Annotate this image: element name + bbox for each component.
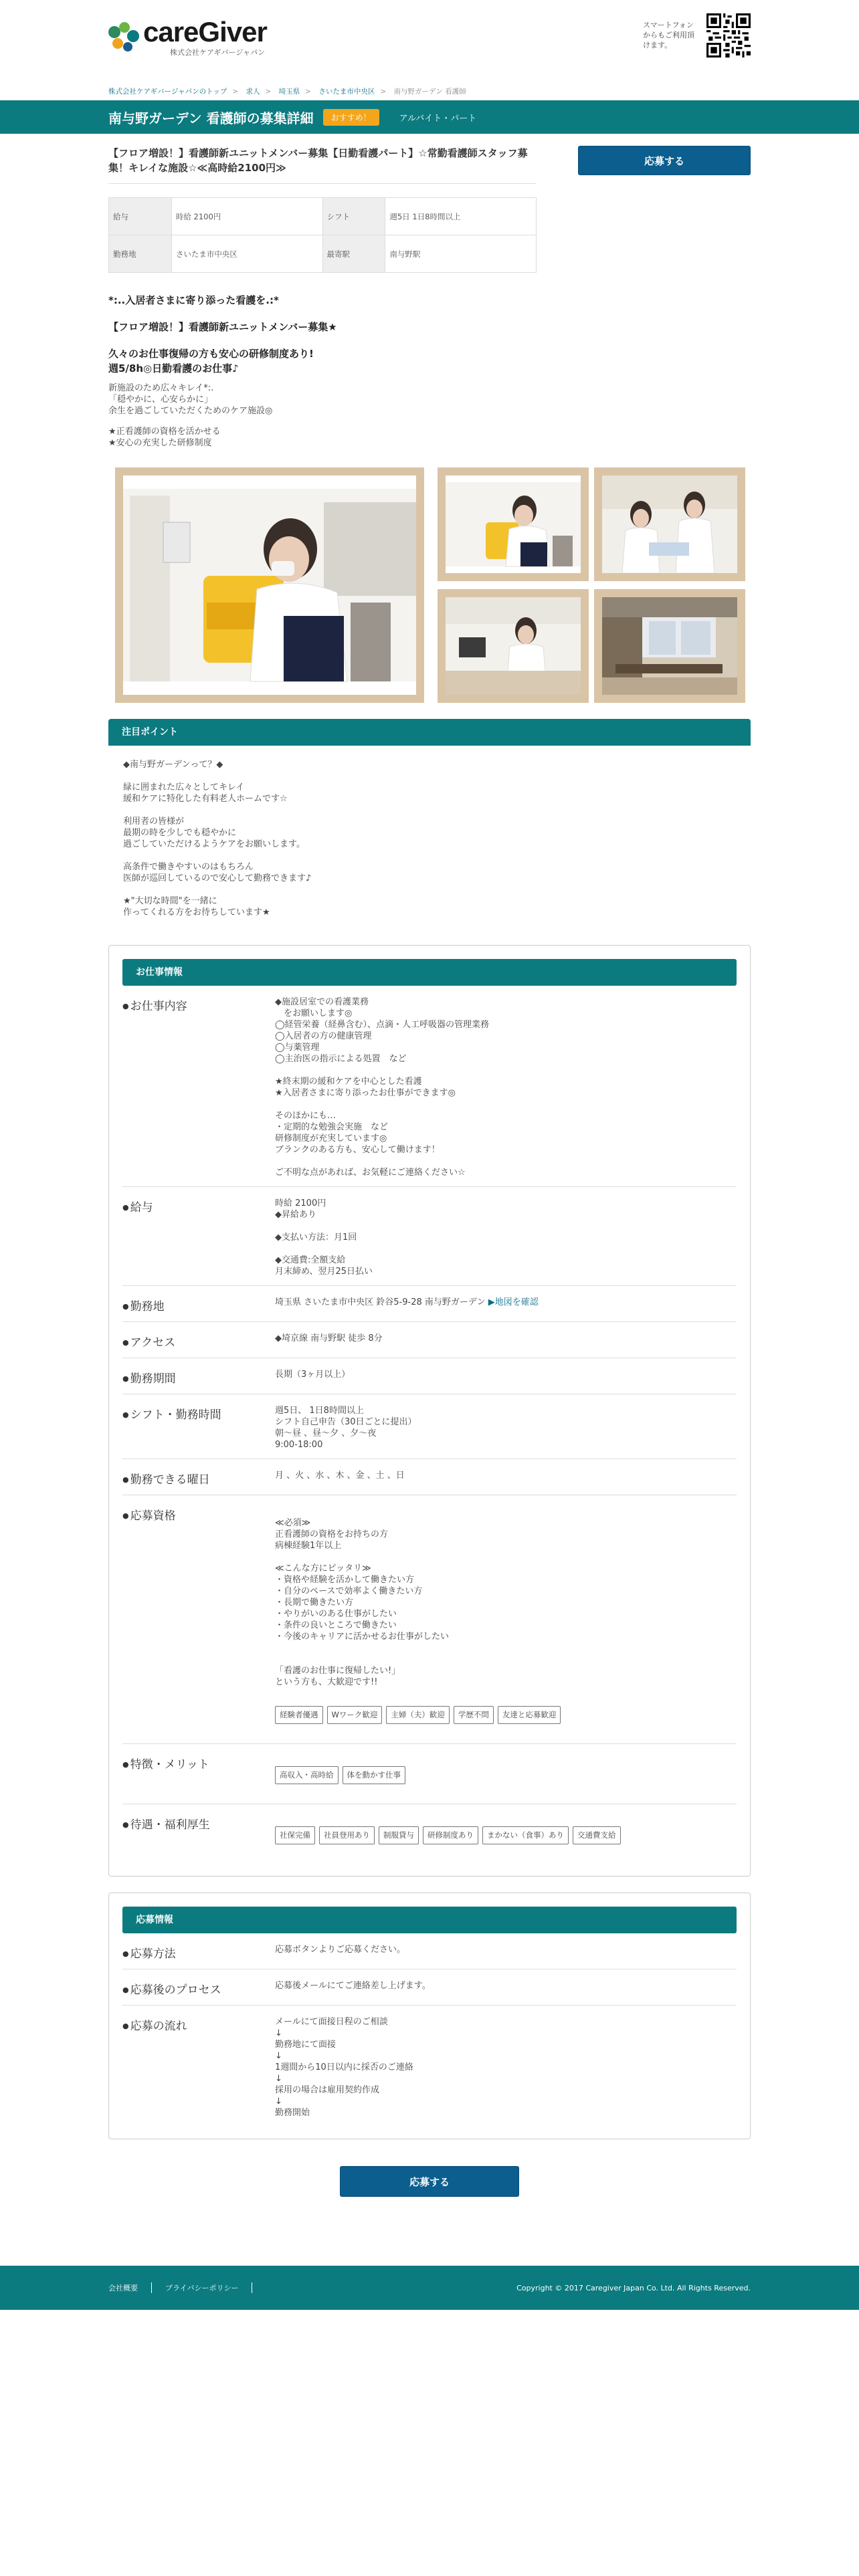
tag: まかない（食事）あり bbox=[482, 1826, 569, 1844]
intro-line-2: 【フロア増設！】看護師新ユニットメンバー募集★ bbox=[108, 321, 337, 333]
summary-shift-label: シフト bbox=[322, 198, 385, 235]
row-value: 埼玉県 さいたま市中央区 鈴谷5-9-28 南与野ガーデン bbox=[275, 1297, 486, 1307]
job-row-features bbox=[122, 1744, 737, 1804]
row-label: ● 応募後のプロセス bbox=[122, 1980, 275, 1997]
job-row-duties bbox=[122, 986, 737, 1187]
map-link[interactable]: ▶地図を確認 bbox=[488, 1297, 539, 1307]
row-label: ● 応募の流れ bbox=[122, 2016, 275, 2119]
row-label: ● 待遇・福利厚生 bbox=[122, 1815, 275, 1856]
footer-link-company[interactable]: 会社概要 bbox=[108, 2282, 152, 2293]
highlight-section bbox=[108, 719, 751, 918]
intro-line-1: *:..入居者さまに寄り添った看護を.:* bbox=[108, 294, 279, 306]
nurse-iv-image bbox=[123, 475, 416, 695]
row-value: 時給 2100円 ◆昇給あり ◆支払い方法：月1回 ◆交通費:全額支給 月末締め、翌月25日払い bbox=[275, 1198, 373, 1277]
copyright: Copyright © 2017 Caregiver Japan Co. Ltd. All Rights Reserved. bbox=[516, 2283, 751, 2292]
row-value: 週5日、 1日8時間以上 シフト自己申告（30日ごとに提出） 朝〜昼 、昼〜夕 、夕〜夜 9:00-18:00 bbox=[275, 1406, 417, 1450]
row-label: ● 勤務期間 bbox=[122, 1369, 275, 1386]
apply-info-panel bbox=[108, 1893, 751, 2139]
job-row-period bbox=[122, 1358, 737, 1394]
row-value: 応募ボタンよりご応募ください。 bbox=[275, 1945, 406, 1955]
breadcrumb-prefecture[interactable]: 埼玉県 bbox=[278, 88, 300, 96]
thumb-iv-image bbox=[446, 475, 581, 573]
tag: 社保完備 bbox=[275, 1826, 315, 1844]
highlight-body: ◆南与野ガーデンって？◆ 緑に囲まれた広々としてキレイ 緩和ケアに特化した有料老人ホームです☆ 利用者の皆様が 最期の時を少しでも穏やかに 過ごしていただけるようケアをお願いします。 高条件で働きやすいのはもちろん 医師が巡回しているので安心して勤務できます♪ ★"大切な時間"を一緒に 作ってくれる方をお待ちしています★ bbox=[123, 760, 312, 918]
row-label: ● アクセス bbox=[122, 1333, 275, 1350]
breadcrumb-city[interactable]: さいたま市中央区 bbox=[318, 88, 375, 96]
tag: 制服貸与 bbox=[379, 1826, 419, 1844]
job-title: 【フロア増設！】看護師新ユニットメンバー募集【日勤看護パート】☆常勤看護師スタッフ募集！キレイな施設☆≪高時給2100円≫ bbox=[108, 146, 537, 184]
job-row-access bbox=[122, 1322, 737, 1358]
highlight-heading: 注目ポイント bbox=[108, 719, 751, 746]
tag: 社員登用あり bbox=[319, 1826, 375, 1844]
row-label: ● お仕事内容 bbox=[122, 996, 275, 1178]
feature-tags bbox=[275, 1766, 737, 1784]
intro-line-6: ★正看護師の資格を活かせる ★安心の充実した研修制度 bbox=[108, 427, 221, 448]
summary-place-label: 勤務地 bbox=[109, 235, 172, 273]
tag: 主婦（夫）歓迎 bbox=[386, 1706, 450, 1724]
qr-code-icon bbox=[706, 13, 751, 58]
summary-salary-label: 給与 bbox=[109, 198, 172, 235]
row-value: 月 、火 、水 、木 、金 、土 、日 bbox=[275, 1471, 405, 1481]
row-value: 応募後メールにてご連絡差し上げます。 bbox=[275, 1981, 431, 1991]
row-label: ● 応募資格 bbox=[122, 1506, 275, 1735]
apply-row-process bbox=[122, 1969, 737, 2006]
row-label: ● 勤務地 bbox=[122, 1297, 275, 1313]
photo-thumb-2[interactable] bbox=[594, 467, 745, 581]
apply-button-top[interactable]: 応募する bbox=[578, 146, 751, 175]
tag: 高収入・高時給 bbox=[275, 1766, 339, 1784]
intro-line-4: 週5/8h◎日勤看護のお仕事♪ bbox=[108, 362, 239, 374]
benefit-tags bbox=[275, 1826, 737, 1844]
row-value: ◆埼京線 南与野駅 徒歩 8分 bbox=[275, 1333, 383, 1344]
employment-type: アルバイト・パート bbox=[399, 113, 477, 124]
breadcrumb-top[interactable]: 株式会社ケアギバージャパンのトップ bbox=[108, 88, 227, 96]
row-label: ● 応募方法 bbox=[122, 1944, 275, 1961]
summary-station-value: 南与野駅 bbox=[385, 235, 537, 273]
photo-thumb-3[interactable] bbox=[438, 589, 589, 703]
intro-line-3: 久々のお仕事復帰の方も安心の研修制度あり! bbox=[108, 348, 314, 360]
summary-table bbox=[108, 197, 537, 273]
apply-row-flow bbox=[122, 2006, 737, 2127]
apply-button-bottom[interactable]: 応募する bbox=[340, 2166, 519, 2197]
tag: 交通費支給 bbox=[573, 1826, 621, 1844]
logo[interactable] bbox=[108, 16, 267, 58]
logo-mark-icon bbox=[108, 22, 140, 54]
main-photo[interactable] bbox=[115, 467, 424, 703]
summary-place-value: さいたま市中央区 bbox=[171, 235, 322, 273]
photo-thumb-4[interactable] bbox=[594, 589, 745, 703]
tag: 経験者優遇 bbox=[275, 1706, 323, 1724]
job-row-benefits bbox=[122, 1804, 737, 1864]
row-label: ● 特徴・メリット bbox=[122, 1755, 275, 1796]
summary-salary-value: 時給 2100円 bbox=[171, 198, 322, 235]
qr-caption: スマートフォンからもご利用頂けます。 bbox=[643, 21, 694, 49]
summary-shift-value: 週5日 1日8時間以上 bbox=[385, 198, 537, 235]
job-info-panel bbox=[108, 945, 751, 1876]
thumb-nurses-image bbox=[602, 475, 737, 573]
company-name: 株式会社ケアギバージャパン bbox=[170, 48, 266, 57]
site-header bbox=[108, 0, 751, 80]
tag: Wワーク歓迎 bbox=[327, 1706, 383, 1724]
row-value: ◆施設居室での看護業務 をお願いします◎ ◯経管栄養（経鼻含む）、点滴・人工呼吸器の管理業務 ◯入居者の方の健康管理 ◯与薬管理 ◯主治医の指示による処置 など ★終末期の緩和ケアを中心とした看護 ★入居者さまに寄り添ったお仕事ができます◎ そのほかにも… ・定期的な勉強会実施 など 研修制度が充実しています◎ ブランクのある方も、安心して働けます！ ご不明な点があれば、お気軽にご連絡ください☆ bbox=[275, 997, 490, 1178]
summary-station-label: 最寄駅 bbox=[322, 235, 385, 273]
tag: 体を動かす仕事 bbox=[343, 1766, 406, 1784]
intro-section bbox=[108, 293, 751, 449]
row-value: 長期（3ヶ月以上） bbox=[275, 1370, 351, 1380]
page-title: 南与野ガーデン 看護師の募集詳細 bbox=[108, 110, 314, 126]
photo-thumb-1[interactable] bbox=[438, 467, 589, 581]
breadcrumb-current: 南与野ガーデン 看護師 bbox=[393, 88, 466, 96]
row-value: ≪必須≫ 正看護師の資格をお持ちの方 病棟経験1年以上 ≪こんな方にピッタリ≫ ・資格や経験を活かして働きたい方 ・自分のペースで効率よく働きたい方 ・長期で働きたい方 ・やりがいのある仕事がしたい ・条件の良いところで働きたい ・今後のキャリアに活かせるお仕事がしたい 「看護のお仕事に復帰したい!」 という方も、大歓迎です!! bbox=[275, 1518, 450, 1687]
qualification-tags bbox=[275, 1706, 737, 1724]
tag: 学歴不問 bbox=[454, 1706, 494, 1724]
thumb-desk-image bbox=[446, 597, 581, 695]
job-row-salary bbox=[122, 1187, 737, 1286]
recommend-badge: おすすめ！ bbox=[323, 109, 379, 126]
photo-gallery bbox=[108, 467, 751, 703]
apply-row-method bbox=[122, 1933, 737, 1969]
job-row-days bbox=[122, 1459, 737, 1495]
job-row-location bbox=[122, 1286, 737, 1322]
row-value: メールにて面接日程のご相談 ↓ 勤務地にて面接 ↓ 1週間から10日以内に採否のご連絡 ↓ 採用の場合は雇用契約作成 ↓ 勤務開始 bbox=[275, 2017, 413, 2118]
job-info-heading: お仕事情報 bbox=[122, 959, 737, 986]
tag: 研修制度あり bbox=[423, 1826, 478, 1844]
apply-info-heading: 応募情報 bbox=[122, 1907, 737, 1933]
row-label: ● 勤務できる曜日 bbox=[122, 1470, 275, 1487]
brand-name: careGiver bbox=[143, 16, 267, 47]
breadcrumb-jobs[interactable]: 求人 bbox=[246, 88, 260, 96]
site-footer bbox=[0, 2266, 859, 2310]
footer-link-privacy[interactable]: プライバシーポリシー bbox=[152, 2282, 252, 2293]
breadcrumb: 株式会社ケアギバージャパンのトップ > 求人 > 埼玉県 > さいたま市中央区 > 南与野ガーデン 看護師 bbox=[108, 88, 466, 96]
title-bar bbox=[0, 100, 859, 134]
job-row-shift bbox=[122, 1394, 737, 1459]
thumb-lounge-image bbox=[602, 597, 737, 695]
job-row-qualification bbox=[122, 1495, 737, 1744]
row-label: ● シフト・勤務時間 bbox=[122, 1405, 275, 1451]
tag: 友達と応募歓迎 bbox=[498, 1706, 561, 1724]
row-label: ● 給与 bbox=[122, 1198, 275, 1277]
intro-line-5: 新施設のため広々キレイ*:. 「穏やかに、心安らかに」 余生を過ごしていただくためのケア施設◎ bbox=[108, 383, 273, 416]
